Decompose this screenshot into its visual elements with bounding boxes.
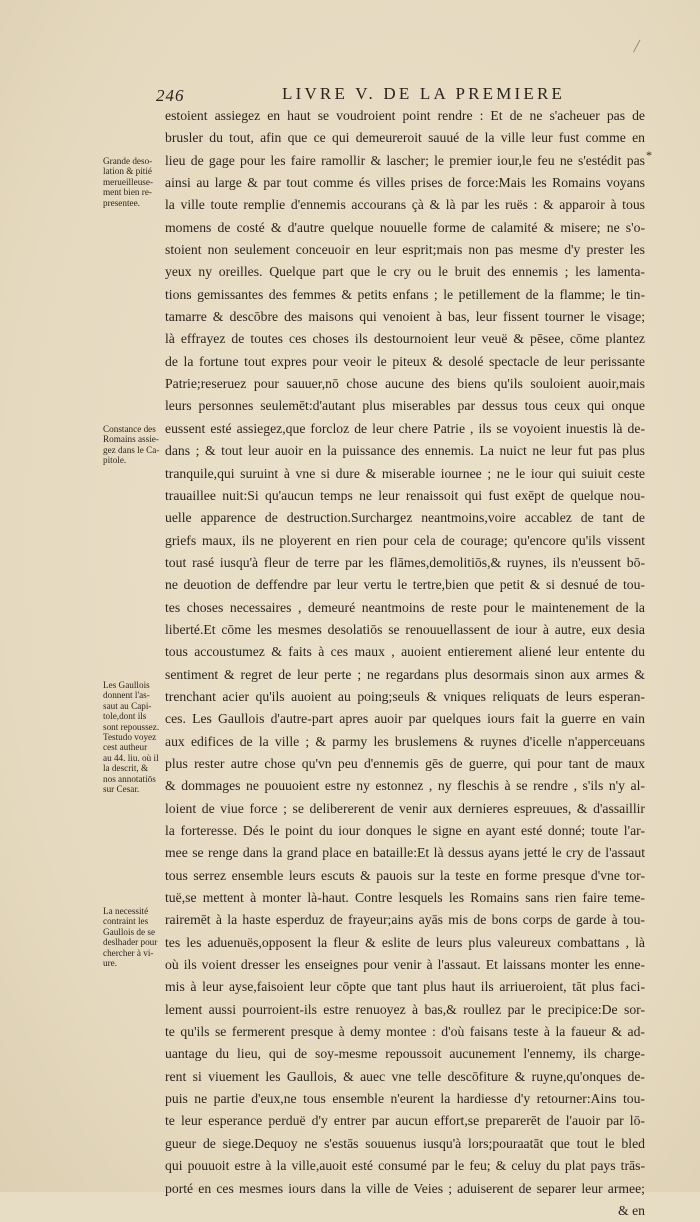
text-line: qui pouuoit estre à la ville,auoit esté consumé par le feu; & celuy du plat pays trās- <box>165 1158 645 1174</box>
text-line: porté en ces mesmes iours dans la ville de Veies ; aduiserent de separer leur armee; <box>165 1180 645 1196</box>
text-line: tous serrez ensemble leurs escuts & pauois sur la teste en forme presque d'vne tor- <box>165 867 645 883</box>
margin-note-line: La necessité <box>103 906 149 916</box>
asterisk-mark: * <box>646 148 652 162</box>
margin-note-line: tole,dont ils <box>103 711 147 722</box>
text-line: la forteresse. Dés le point du iour donques le signe en ayant esté donné; toute l'ar- <box>165 823 645 838</box>
margin-note-line: cest autheur <box>103 742 148 753</box>
text-line: rent si viuement les Gaullois, & auec vne telle descōfiture & ruyne,qu'onques de- <box>165 1068 645 1084</box>
text-line: la ville toute remplie d'ennemis accourans çà & là par les ruës : & apparoir à tous <box>165 197 645 213</box>
text-line: ces. Les Gaullois d'autre-part apres auoir par quelques iours fait la guerre en vain <box>165 711 645 727</box>
margin-note-line: saut au Capi- <box>103 700 152 711</box>
margin-note-line: pitole. <box>103 455 127 466</box>
text-line: tout rasé iusqu'à fleur de terre par les flāmes,demolitiōs,& ruynes, ils n'eussent bō- <box>165 554 645 570</box>
margin-note-line: merueilleuse- <box>103 176 153 187</box>
text-line: puis ne partie d'eux,ne tous ensemble n'eurent la hardiesse d'y retourner:Ains tou- <box>165 1091 645 1107</box>
margin-note-line: contraint les <box>103 916 149 927</box>
text-line: plus rester autre chose qu'vn peu d'ennemis gēs de guerre, qui pour tant de maux <box>165 755 645 771</box>
text-line: te leur esperance perduë d'y entrer par aucun effort,se preparerēt de l'auoir par lō- <box>165 1113 645 1129</box>
text-line: de la fortune tout expres pour veoir le piteux & desolé spectacle de leur perissante <box>165 353 645 369</box>
margin-note-line: deslhader pour <box>103 937 158 948</box>
text-line: tranquile,qui suruint à vne si dure & miserable iournee ; ne le iour qui suiuit ceste <box>165 465 645 481</box>
margin-note-line: la descrit, & <box>103 763 149 774</box>
text-line: tes les aduenuës,opposent la fleur & eslite de leurs plus valeureux combattans , là <box>165 934 645 950</box>
text-line: tions gemissantes des femmes & petits enfans ; le petillement de la flamme; le tin- <box>165 286 645 302</box>
text-line: uelle apparence de destruction.Surchargez neantmoins,voire accablez de tant de <box>165 510 645 526</box>
text-line: liberté.Et cōme les mesmes desolatiōs se renouuellassent de iour à autre, eux desia <box>165 621 645 637</box>
margin-note-line: gez dans le Ca- <box>103 444 160 455</box>
text-line: mee se renge dans la grand place en bataille:Et là dessus ayans jetté le cry de l'assaut <box>165 845 645 861</box>
margin-note-line: Constance des <box>103 424 156 434</box>
text-line: Patrie;reseruez pour sauuer,nō chose aucune des biens qu'ils souloient auoir,mais <box>165 376 645 392</box>
text-line: yeux ny oreilles. Quelque part que le cry ou le bruit des ennemis ; les lamenta- <box>165 264 645 280</box>
text-line: ainsi au large & par tout comme és villes prises de force:Mais les Romains voyans <box>165 175 645 191</box>
margin-note-line: au 44. liu. où il <box>103 752 159 763</box>
text-line: ne deuotion de deffendre par leur vertu le tertre,bien que petit & si desnué de tou- <box>165 577 645 593</box>
text-line: lement aussi pourroient-ils estre renuoyez à bas,& roullez par le precipice:De sor- <box>165 1001 645 1017</box>
margin-note-necessite <box>103 906 165 968</box>
text-line: lieu de gage pour les faire ramollir & lascher; le premier iour,le feu ne s'estédit pas <box>165 152 645 168</box>
margin-note-desolation <box>103 156 165 208</box>
text-line: mis à leur ayse,faisoient leur cōpte que tant plus haut ils arriueroient, tāt plus faci- <box>165 979 645 995</box>
margin-note-line: Grande deso- <box>103 156 153 166</box>
text-line: griefs maux, ils ne ployerent en rien pour cela de courage; qu'encore qu'ils vissent <box>165 532 645 548</box>
text-line: leurs personnes seulemēt:d'autant plus miserables par dessus tous ceux qui onque <box>165 398 645 414</box>
text-line: eussent esté assiegez,que forcloz de leur chere Patrie , ils se voyoient inuestis là de- <box>165 420 645 436</box>
margin-note-line: presentee. <box>103 197 140 208</box>
text-line: uantage du lieu, qui de soy-mesme repoussoit aucunement l'ennemy, ils charge- <box>165 1046 645 1062</box>
margin-note-line: ure. <box>103 958 118 969</box>
margin-note-line: Testudo voyez <box>103 732 157 743</box>
margin-note-line: sur Cesar. <box>103 784 140 795</box>
text-line: tuë,se mettent à monter là-haut. Contre lesquels les Romains sans rien faire teme- <box>165 890 645 906</box>
text-line: aux edifices de la ville ; & parmy les bruslemens & ruynes d'icelle n'apperceuans <box>165 733 645 749</box>
text-line: trauaillee nuit:Si qu'aucun temps ne leur renaissoit qui fust exēpt de quelque nou- <box>165 487 645 503</box>
text-line: stoient non seulement conceuoir en leur esprit;mais non pas mesme d'y prester les <box>165 242 645 258</box>
main-text-block <box>165 105 645 1222</box>
text-line: tamarre & descōbre des maisons qui venoient à bas, leur fissent tourner le visage; <box>165 309 645 325</box>
text-line: gueur de siege.Dequoy ne s'estās souuenus iusqu'à lors;pouraatāt que tout le bled <box>165 1135 645 1151</box>
margin-note-constance <box>103 424 165 466</box>
text-line: momens de costé & d'autre quelque nouuelle forme de calamité & misere; ne s'o- <box>165 219 645 235</box>
folio-number: 246 <box>156 86 185 105</box>
text-line: trenchant acier qu'ils auoient au poing;seuls & vniques reliquats de leurs esperan- <box>165 688 645 704</box>
margin-note-line: nos annotatiōs <box>103 773 156 784</box>
text-line: & dommages ne pouuoient estre ny estonnez , ny fleschis à se rendre , s'ils n'y al- <box>165 778 645 794</box>
text-line: dans ; & tout leur auoir en la puissance des ennemis. La nuict ne leur fut pas plus <box>165 443 645 459</box>
margin-note-assaut <box>103 680 165 794</box>
margin-note-line: donnent l'as- <box>103 690 150 701</box>
text-line: brusler du tout, afin que ce qui demeureroit sauué de la ville leur fust comme en <box>165 130 645 146</box>
text-line: te qu'ils se fermerent presque à demy montee : d'où faisans teste à la faueur & ad- <box>165 1024 645 1040</box>
margin-note-line: Les Gaullois <box>103 680 150 690</box>
margin-note-line: chercher à vi- <box>103 947 154 958</box>
text-line: tous accoustumez & faits à ces maux , auoient entierement aliené leur entente du <box>165 644 645 660</box>
margin-note-line: Gaullois de se <box>103 926 156 937</box>
text-line: loient de viue force ; se delibererent de venir aux dernieres espreuues, & d'assaillir <box>165 800 645 816</box>
text-line: où ils voient dresser les enseignes pour venir à l'assaut. Et laissans monter les enne- <box>165 957 645 973</box>
pencil-mark <box>633 40 644 55</box>
margin-note-line: Romains assie- <box>103 434 159 445</box>
text-line: rairemēt à la haste esperduz de frayeur;ains ayās mis de bons corps de garde à tou- <box>165 912 645 928</box>
text-line: sentiment & regret de leur perte ; ne regardans plus desormais sinon aux armes & <box>165 666 645 682</box>
text-line: là effrayez de toutes ces choses ils destournoient leur veuë & pēsee, cōme plantez <box>165 331 645 347</box>
text-line: & en <box>618 1202 645 1218</box>
margin-note-line: sont repoussez. <box>103 721 160 732</box>
margin-note-line: ment bien re- <box>103 187 152 198</box>
text-line: tes choses necessaires , demeuré neantmoins de reste pour le maintenement de la <box>165 599 645 615</box>
text-line: estoient assiegez en haut se voudroient point rendre : Et de ne s'acheuer pas de <box>165 108 645 123</box>
margin-note-line: lation & pitié <box>103 166 152 177</box>
running-title: LIVRE V. DE LA PREMIERE <box>282 84 566 103</box>
page-header <box>150 84 650 106</box>
